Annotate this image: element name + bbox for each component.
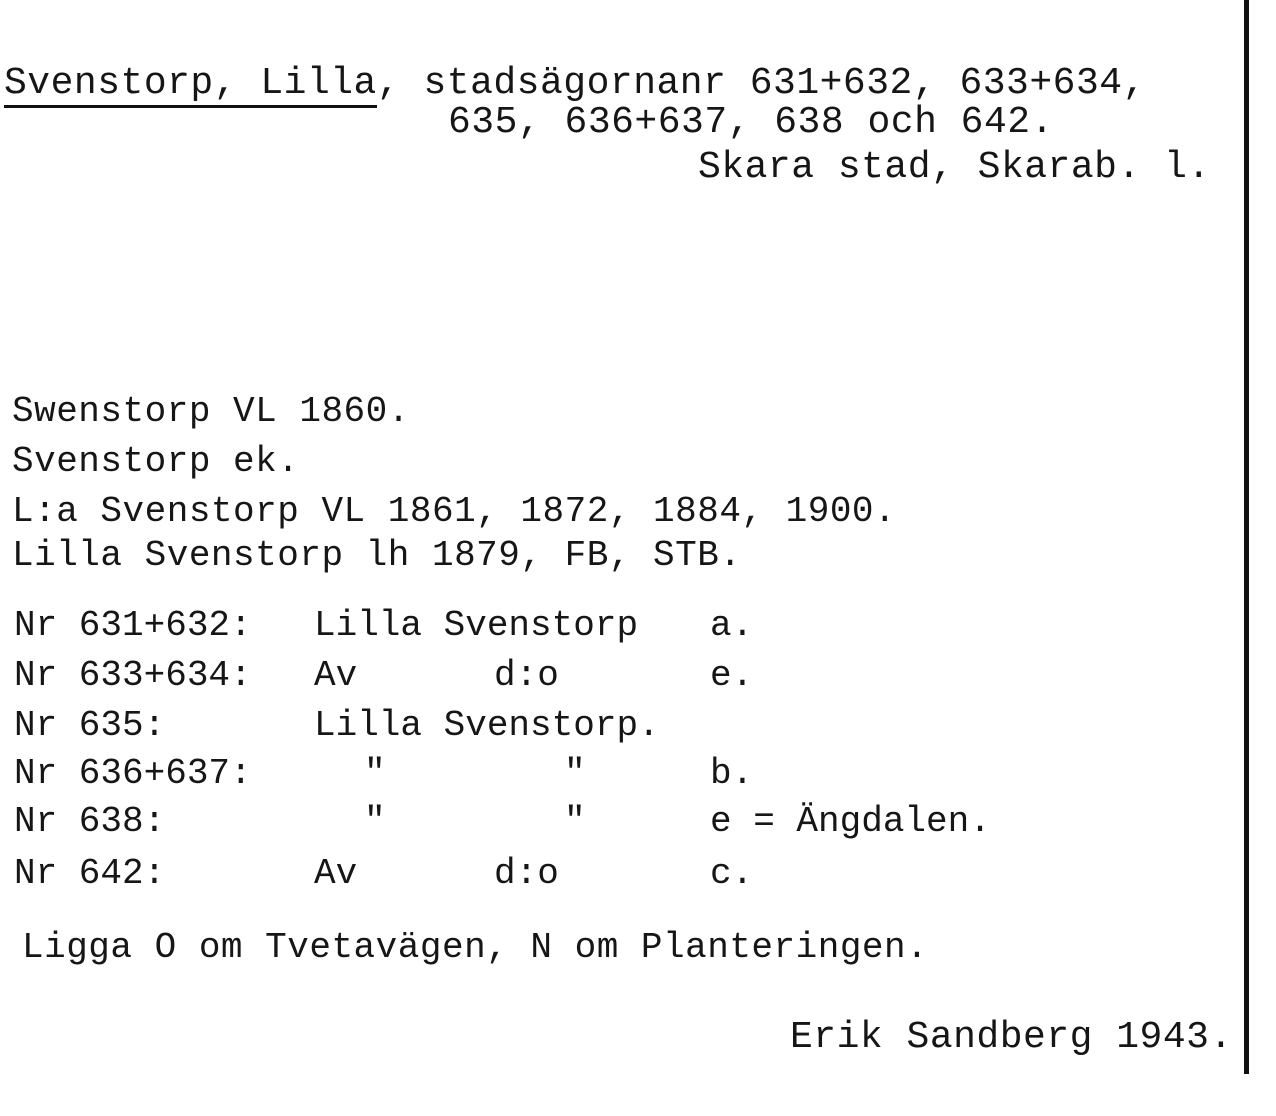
parcel-name: Av [314, 853, 358, 894]
parcel-row [14, 654, 754, 698]
card-edge-line [1244, 0, 1249, 1074]
parcel-nr: Nr 636+637: [14, 753, 252, 794]
parcel-suffix: e = Ängdalen. [710, 801, 991, 842]
heading-line-1 [4, 62, 1146, 106]
parcel-suffix: c. [710, 853, 754, 894]
variant-4: Lilla Svenstorp lh 1879, FB, STB. [12, 535, 742, 576]
parcel-row [14, 604, 754, 648]
parcel-name: " [364, 753, 386, 794]
parcel-ditto: " [564, 753, 586, 794]
parcel-nr: Nr 631+632: [14, 605, 252, 646]
parcel-name: Lilla Svenstorp [314, 605, 639, 646]
parcel-row [14, 852, 754, 896]
parcel-ditto: d:o [494, 655, 559, 696]
parcel-row [14, 704, 660, 748]
parcel-ditto: " [564, 801, 586, 842]
parcel-list-start: , stadsägornanr 631+632, 633+634, [376, 62, 1146, 105]
parcel-name: Lilla Svenstorp. [314, 705, 660, 746]
variant-1: Swenstorp VL 1860. [12, 391, 410, 432]
parcel-nr: Nr 635: [14, 705, 166, 746]
parcel-nr: Nr 633+634: [14, 655, 252, 696]
parcel-nr: Nr 642: [14, 853, 166, 894]
parcel-ditto: d:o [494, 853, 559, 894]
parcel-nr: Nr 638: [14, 801, 166, 842]
variant-2: Svenstorp ek. [12, 441, 300, 482]
place-name: Svenstorp, Lilla [4, 62, 377, 108]
parish-location: Skara stad, Skarab. l. [698, 146, 1211, 189]
heading-line-2: 635, 636+637, 638 och 642. [448, 101, 1054, 144]
author-signature: Erik Sandberg 1943. [790, 1016, 1233, 1059]
parcel-suffix: b. [710, 753, 754, 794]
parcel-name: Av [314, 655, 358, 696]
parcel-suffix: a. [710, 605, 754, 646]
parcel-row [14, 752, 754, 796]
location-note: Ligga O om Tvetavägen, N om Planteringen. [22, 927, 929, 968]
parcel-row [14, 800, 991, 844]
parcel-name: " [364, 801, 386, 842]
parcel-suffix: e. [710, 655, 754, 696]
variant-3: L:a Svenstorp VL 1861, 1872, 1884, 1900. [12, 491, 897, 532]
